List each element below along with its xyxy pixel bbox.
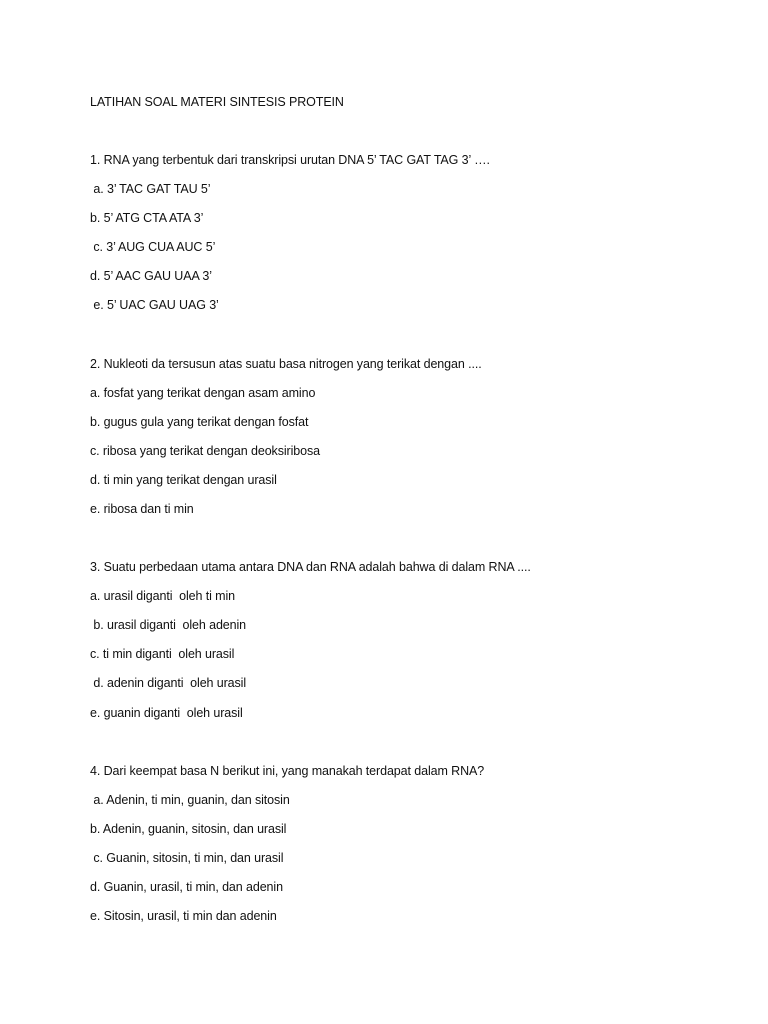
question-2-option-b: b. gugus gula yang terikat dengan fosfat [90, 415, 309, 429]
question-1-option-d: d. 5’ AAC GAU UAA 3’ [90, 269, 212, 283]
question-4: 4. Dari keempat basa N berikut ini, yang manakah terdapat dalam RNA? [90, 764, 485, 778]
question-3-option-c: c. ti min diganti oleh urasil [90, 647, 235, 661]
question-2: 2. Nukleoti da tersusun atas suatu basa nitrogen yang terikat dengan .... [90, 357, 482, 371]
question-2-option-d: d. ti min yang terikat dengan urasil [90, 473, 277, 487]
question-1-option-b: b. 5’ ATG CTA ATA 3’ [90, 211, 204, 225]
document-title: LATIHAN SOAL MATERI SINTESIS PROTEIN [90, 95, 344, 109]
question-1-option-c: c. 3’ AUG CUA AUC 5’ [90, 240, 216, 254]
question-4-option-b: b. Adenin, guanin, sitosin, dan urasil [90, 822, 287, 836]
question-3-option-a: a. urasil diganti oleh ti min [90, 589, 235, 603]
question-3-option-b: b. urasil diganti oleh adenin [90, 618, 247, 632]
question-2-option-c: c. ribosa yang terikat dengan deoksiribosa [90, 444, 320, 458]
question-3-option-e: e. guanin diganti oleh urasil [90, 706, 243, 720]
question-3: 3. Suatu perbedaan utama antara DNA dan RNA adalah bahwa di dalam RNA .... [90, 560, 531, 574]
question-4-option-c: c. Guanin, sitosin, ti min, dan urasil [90, 851, 284, 865]
question-4-option-d: d. Guanin, urasil, ti min, dan adenin [90, 880, 283, 894]
question-1-option-a: a. 3’ TAC GAT TAU 5’ [90, 182, 211, 196]
question-1: 1. RNA yang terbentuk dari transkripsi urutan DNA 5’ TAC GAT TAG 3’ …. [90, 153, 490, 167]
question-1-option-e: e. 5’ UAC GAU UAG 3’ [90, 298, 219, 312]
question-2-option-a: a. fosfat yang terikat dengan asam amino [90, 386, 316, 400]
question-3-option-d: d. adenin diganti oleh urasil [90, 676, 247, 690]
question-4-option-a: a. Adenin, ti min, guanin, dan sitosin [90, 793, 290, 807]
question-2-option-e: e. ribosa dan ti min [90, 502, 194, 516]
question-4-option-e: e. Sitosin, urasil, ti min dan adenin [90, 909, 277, 923]
